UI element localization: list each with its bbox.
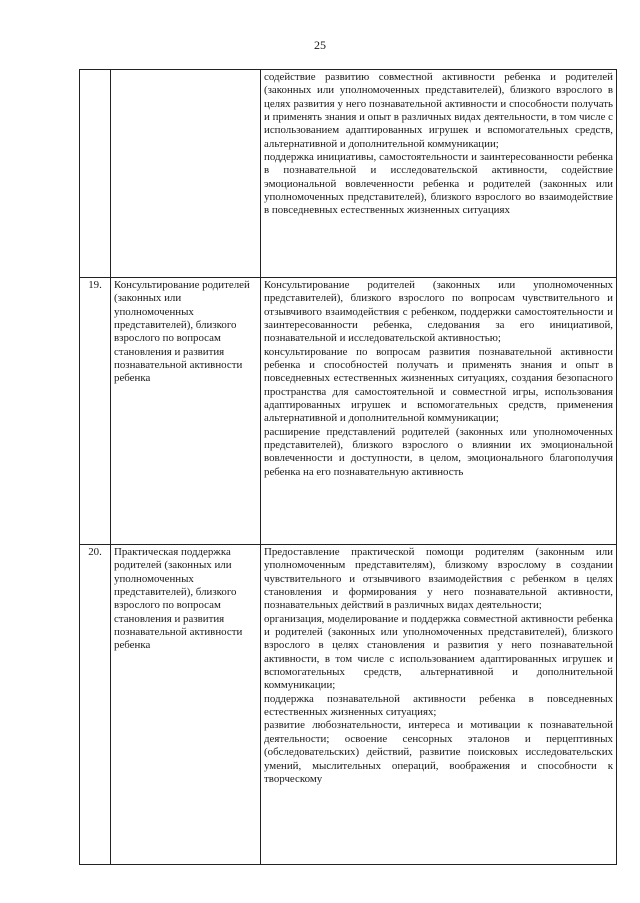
description-paragraph: организация, моделирование и поддержка совместной активности ребенка и родителей (законных или уполномоченных представителей), близкого взрослого в целях становления и развития у него познавательной активности, в том числе с использованием адаптированных игрушек и вспомогательных средств, альтернативной и дополнительной коммуникации; [264, 612, 613, 692]
row-number: 20. [80, 545, 111, 865]
description-paragraph: поддержка познавательной активности ребенка в повседневных естественных жизненных ситуациях; [264, 692, 613, 719]
description-paragraph: Предоставление практической помощи родителям (законным или уполномоченным представителям), близкому взрослому в создании чувствительного и отзывчивого взаимодействия с ребенком в целях становления и формирования у него познавательной активности, познавательных действий в различных видах деятельности; [264, 546, 613, 612]
description-paragraph: содействие развитию совместной активности ребенка и родителей (законных или уполномоченных представителей), близкого взрослого в целях развития у него познавательной активности и способности получать и применять знания и опыт в различных видах деятельности, в том числе с использованием адаптированных игрушек и вспомогательных средств, альтернативной и дополнительной коммуникации; [264, 71, 613, 150]
page-number: 25 [314, 38, 326, 52]
row-title: Консультирование родителей (законных или уполномоченных представителей), близкого взрослого по вопросам становления и развития познавательной активности ребенка [111, 278, 261, 545]
description-paragraph: расширение представлений родителей (законных или уполномоченных представителей), близкого взрослого о влиянии их эмоциональной вовлеченности и доступности, в целом, эмоционального благополучия ребенка на его познавательную активность [264, 425, 613, 478]
table-row [80, 278, 617, 545]
description-paragraph: консультирование по вопросам развития познавательной активности ребенка и способностей получать и применять знания и опыт в повседневных естественных жизненных ситуациях, создания безопасного пространства для самостоятельной и совместной игры, использования адаптированных игрушек и вспомогательных средств, применения альтернативной и дополнительной коммуникации; [264, 345, 613, 425]
table-row [80, 70, 617, 278]
description-paragraph: Консультирование родителей (законных или уполномоченных представителей), близкого взрослого по вопросам чувствительного и отзывчивого взаимодействия с ребенком, поддержки самостоятельности и заинтересованности ребенка, следования за его инициативой, познавательной и исследовательской активностью; [264, 279, 613, 345]
row-description [261, 545, 617, 865]
table-row [80, 545, 617, 865]
description-paragraph: развитие любознательности, интереса и мотивации к познавательной деятельности; освоение сенсорных эталонов и перцептивных (обследовательских) действий, развитие поисковых исследовательских умений, мыслительных операций, воображения и способности к творческому [264, 719, 613, 785]
row-number: 19. [80, 278, 111, 545]
row-description [261, 70, 617, 278]
row-title: Практическая поддержка родителей (законных или уполномоченных представителей), близкого взрослого по вопросам становления и развития познавательной активности ребенка [111, 545, 261, 865]
description-paragraph: поддержка инициативы, самостоятельности и заинтересованности ребенка в познавательной и исследовательской активности, содействие эмоциональной вовлеченности ребенка и родителей (законных или уполномоченных представителей), близкого взрослого во взаимодействие в повседневных естественных жизненных ситуациях [264, 151, 613, 217]
row-description [261, 278, 617, 545]
row-number [80, 70, 111, 278]
row-title [111, 70, 261, 278]
measures-table [79, 69, 617, 865]
